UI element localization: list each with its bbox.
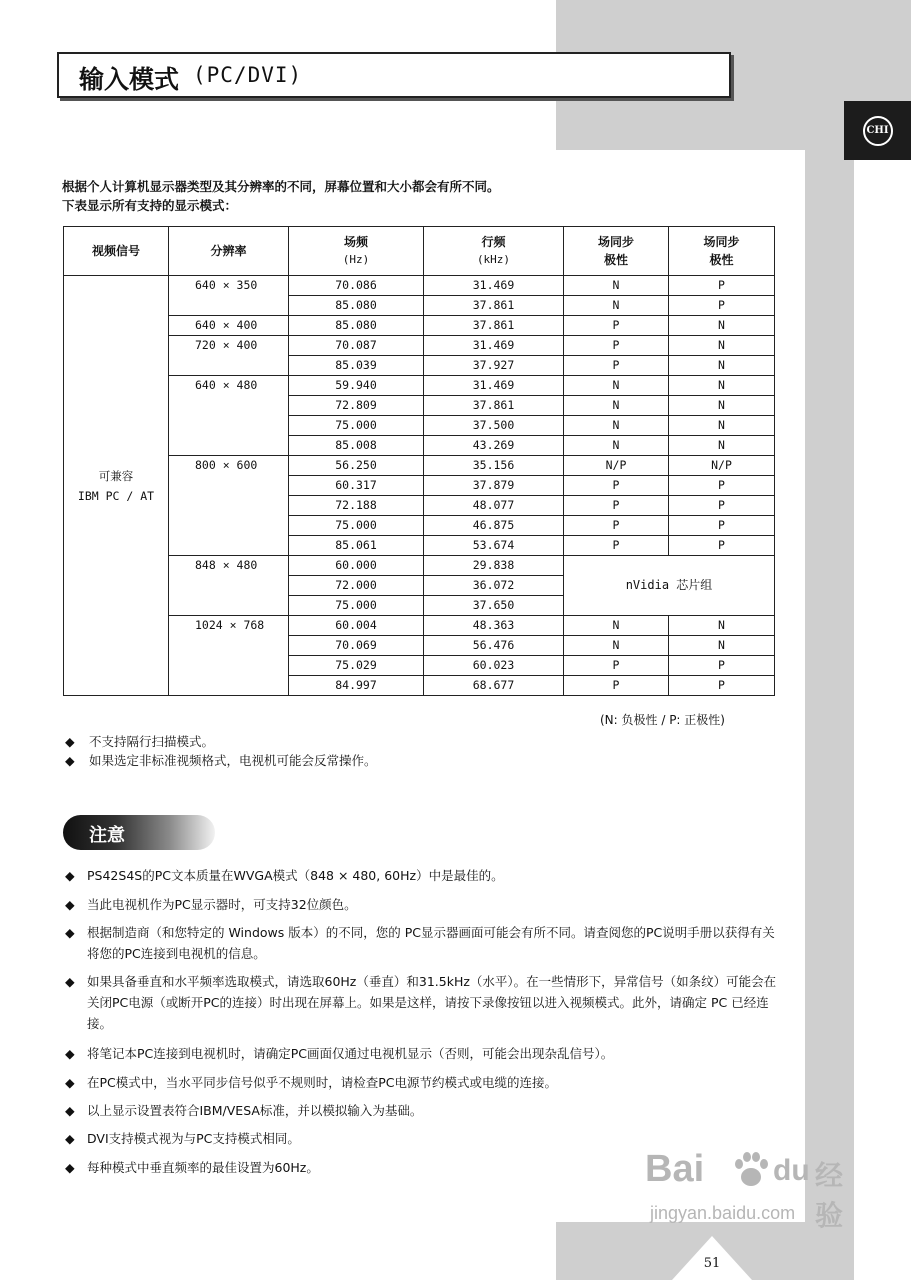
vsync-polarity-cell: N xyxy=(564,396,669,416)
vfreq-cell: 60.004 xyxy=(289,616,424,636)
vfreq-cell: 72.809 xyxy=(289,396,424,416)
header-vfreq xyxy=(289,227,424,276)
vfreq-cell: 72.000 xyxy=(289,576,424,596)
hsync-polarity-cell: P xyxy=(669,516,775,536)
page-number: 51 xyxy=(703,1256,721,1271)
diamond-bullet-icon: ◆ xyxy=(65,1131,75,1146)
header-hsync-label: 场同步 xyxy=(703,235,740,249)
vfreq-cell: 70.087 xyxy=(289,336,424,356)
vsync-polarity-cell: P xyxy=(564,316,669,336)
page-title-box xyxy=(57,52,731,98)
note-text: 当此电视机作为PC显示器时，可支持32位颜色。 xyxy=(87,897,357,912)
hsync-polarity-cell: N xyxy=(669,316,775,336)
table-header-row xyxy=(64,227,775,276)
vfreq-cell: 59.940 xyxy=(289,376,424,396)
diamond-bullet-icon: ◆ xyxy=(65,897,75,912)
paw-icon xyxy=(729,1148,773,1201)
note-heading xyxy=(63,815,215,850)
resolution-cell: 640 × 350 xyxy=(169,276,289,316)
diamond-bullet-icon: ◆ xyxy=(65,753,75,768)
vsync-polarity-cell: P xyxy=(564,336,669,356)
vfreq-cell: 75.000 xyxy=(289,596,424,616)
intro-line: 根据个人计算机显示器类型及其分辨率的不同，屏幕位置和大小都会有所不同。 xyxy=(62,179,500,194)
display-modes-table xyxy=(63,226,775,696)
note-text: 在PC模式中，当水平同步信号似乎不规则时，请检查PC电源节约模式或电缆的连接。 xyxy=(87,1075,558,1090)
resolution-cell: 640 × 400 xyxy=(169,316,289,336)
gray-decor-right xyxy=(805,150,854,1280)
header-vfreq-unit: (Hz) xyxy=(342,253,370,266)
vfreq-cell: 85.080 xyxy=(289,316,424,336)
vsync-polarity-cell: P xyxy=(564,356,669,376)
hfreq-cell: 48.363 xyxy=(424,616,564,636)
hsync-polarity-cell: P xyxy=(669,536,775,556)
vfreq-cell: 70.086 xyxy=(289,276,424,296)
watermark-logo-text: Bai xyxy=(645,1148,705,1190)
header-signal: 视频信号 xyxy=(64,227,169,276)
hsync-polarity-cell: N xyxy=(669,436,775,456)
diamond-bullet-icon: ◆ xyxy=(65,1103,75,1118)
vfreq-cell: 85.039 xyxy=(289,356,424,376)
vsync-polarity-cell: P xyxy=(564,536,669,556)
note-item xyxy=(65,1072,785,1093)
header-vsync-label2: 极性 xyxy=(603,253,628,267)
hsync-polarity-cell: N xyxy=(669,616,775,636)
vfreq-cell: 85.061 xyxy=(289,536,424,556)
hfreq-cell: 37.927 xyxy=(424,356,564,376)
vsync-polarity-cell: P xyxy=(564,656,669,676)
watermark-url: jingyan.baidu.com xyxy=(650,1203,796,1223)
note-text: 每种模式中垂直频率的最佳设置为60Hz。 xyxy=(87,1160,319,1175)
table-row xyxy=(64,336,775,356)
header-hsync-label2: 极性 xyxy=(709,253,734,267)
header-hfreq xyxy=(424,227,564,276)
resolution-cell: 640 × 480 xyxy=(169,376,289,456)
note-item xyxy=(65,1128,785,1149)
chipset-cell: nVidia 芯片组 xyxy=(564,556,775,616)
vsync-polarity-cell: N xyxy=(564,616,669,636)
intro-line: 下表显示所有支持的显示模式： xyxy=(62,198,238,213)
hsync-polarity-cell: N/P xyxy=(669,456,775,476)
watermark-logo xyxy=(645,1148,704,1191)
hfreq-cell: 37.861 xyxy=(424,396,564,416)
hsync-polarity-cell: P xyxy=(669,476,775,496)
note-item xyxy=(65,894,785,915)
hsync-polarity-cell: N xyxy=(669,336,775,356)
note-text: 将笔记本PC连接到电视机时，请确定PC画面仅通过电视机显示（否则，可能会出现杂乱信号）。 xyxy=(87,1046,614,1061)
paw-icon-svg xyxy=(729,1148,773,1192)
note-item xyxy=(65,971,785,1034)
note-text: DVI支持模式视为与PC支持模式相同。 xyxy=(87,1131,300,1146)
header-resolution: 分辨率 xyxy=(169,227,289,276)
hsync-polarity-cell: N xyxy=(669,636,775,656)
list-item xyxy=(65,750,377,771)
vsync-polarity-cell: P xyxy=(564,496,669,516)
hsync-polarity-cell: N xyxy=(669,396,775,416)
header-vsync-label: 场同步 xyxy=(597,235,634,249)
table-row xyxy=(64,556,775,576)
hfreq-cell: 48.077 xyxy=(424,496,564,516)
hfreq-cell: 31.469 xyxy=(424,336,564,356)
hfreq-cell: 37.861 xyxy=(424,316,564,336)
watermark-logo-du: du xyxy=(773,1154,810,1187)
resolution-cell: 848 × 480 xyxy=(169,556,289,616)
language-tab xyxy=(844,101,911,160)
vfreq-cell: 85.080 xyxy=(289,296,424,316)
table-row xyxy=(64,616,775,636)
hfreq-cell: 56.476 xyxy=(424,636,564,656)
vsync-polarity-cell: N xyxy=(564,636,669,656)
resolution-cell: 720 × 400 xyxy=(169,336,289,376)
note-text: PS42S4S的PC文本质量在WVGA模式（848 × 480, 60Hz）中是最佳的。 xyxy=(87,868,504,883)
list-item xyxy=(65,731,214,752)
vfreq-cell: 70.069 xyxy=(289,636,424,656)
header-vfreq-label: 场频 xyxy=(343,235,368,249)
bullet-text: 如果选定非标准视频格式，电视机可能会反常操作。 xyxy=(89,753,377,768)
hfreq-cell: 37.861 xyxy=(424,296,564,316)
polarity-legend: (N: 负极性 / P: 正极性) xyxy=(600,713,725,727)
vfreq-cell: 75.000 xyxy=(289,416,424,436)
vsync-polarity-cell: P xyxy=(564,476,669,496)
diamond-bullet-icon: ◆ xyxy=(65,1075,75,1090)
diamond-bullet-icon: ◆ xyxy=(65,1046,75,1061)
note-item xyxy=(65,1100,785,1121)
hsync-polarity-cell: P xyxy=(669,496,775,516)
vsync-polarity-cell: N xyxy=(564,376,669,396)
vfreq-cell: 60.000 xyxy=(289,556,424,576)
table-row xyxy=(64,316,775,336)
signal-line: IBM PC / AT xyxy=(77,488,155,503)
hsync-polarity-cell: P xyxy=(669,656,775,676)
header-hfreq-label: 行频 xyxy=(481,235,506,249)
hsync-polarity-cell: P xyxy=(669,296,775,316)
vsync-polarity-cell: P xyxy=(564,676,669,696)
hsync-polarity-cell: P xyxy=(669,676,775,696)
hfreq-cell: 53.674 xyxy=(424,536,564,556)
vfreq-cell: 56.250 xyxy=(289,456,424,476)
note-title: 注意 xyxy=(89,825,125,846)
resolution-cell: 800 × 600 xyxy=(169,456,289,556)
hsync-polarity-cell: P xyxy=(669,276,775,296)
vfreq-cell: 75.000 xyxy=(289,516,424,536)
diamond-bullet-icon: ◆ xyxy=(65,1160,75,1175)
hfreq-cell: 36.072 xyxy=(424,576,564,596)
resolution-cell: 1024 × 768 xyxy=(169,616,289,696)
hsync-polarity-cell: N xyxy=(669,356,775,376)
table-row xyxy=(64,456,775,476)
hfreq-cell: 31.469 xyxy=(424,376,564,396)
vsync-polarity-cell: N xyxy=(564,276,669,296)
bullet-text: 不支持隔行扫描模式。 xyxy=(89,734,215,749)
diamond-bullet-icon: ◆ xyxy=(65,734,75,749)
hfreq-cell: 37.879 xyxy=(424,476,564,496)
watermark-cn: 经验 xyxy=(815,1159,844,1232)
signal-line: 可兼容 xyxy=(98,468,134,483)
vsync-polarity-cell: N xyxy=(564,436,669,456)
vsync-polarity-cell: N xyxy=(564,416,669,436)
table-row xyxy=(64,376,775,396)
vfreq-cell: 75.029 xyxy=(289,656,424,676)
hfreq-cell: 35.156 xyxy=(424,456,564,476)
hfreq-cell: 46.875 xyxy=(424,516,564,536)
table-row xyxy=(64,276,775,296)
diamond-bullet-icon: ◆ xyxy=(65,868,75,883)
header-hsync xyxy=(669,227,775,276)
hfreq-cell: 37.650 xyxy=(424,596,564,616)
language-badge: CHI xyxy=(863,116,893,146)
note-text: 根据制造商（和您特定的 Windows 版本）的不同，您的 PC显示器画面可能会有所不同。请查阅您的PC说明手册以获得有关将您的PC连接到电视机的信息。 xyxy=(87,925,775,961)
intro-text xyxy=(62,177,500,215)
signal-cell xyxy=(64,276,169,696)
hfreq-cell: 31.469 xyxy=(424,276,564,296)
vfreq-cell: 60.317 xyxy=(289,476,424,496)
hfreq-cell: 60.023 xyxy=(424,656,564,676)
vsync-polarity-cell: N xyxy=(564,296,669,316)
page-title: 输入模式 xyxy=(79,65,180,94)
note-item xyxy=(65,922,785,964)
note-text: 如果具备垂直和水平频率选取模式，请选取60Hz（垂直）和31.5kHz（水平）。在一些情形下，异常信号（如条纹）可能会在关闭PC电源（或断开PC的连接）时出现在屏幕上。如果是这样，请按下录像按钮以进入视频模式。此外，请确定 PC 已经连接。 xyxy=(87,974,777,1031)
header-hfreq-unit: (kHz) xyxy=(476,253,511,266)
diamond-bullet-icon: ◆ xyxy=(65,974,75,989)
note-text: 以上显示设置表符合IBM/VESA标准，并以模拟输入为基础。 xyxy=(87,1103,423,1118)
page-title-sub: (PC/DVI) xyxy=(193,63,303,87)
hfreq-cell: 29.838 xyxy=(424,556,564,576)
vsync-polarity-cell: N/P xyxy=(564,456,669,476)
note-item xyxy=(65,865,785,886)
vfreq-cell: 85.008 xyxy=(289,436,424,456)
header-vsync xyxy=(564,227,669,276)
vfreq-cell: 84.997 xyxy=(289,676,424,696)
vfreq-cell: 72.188 xyxy=(289,496,424,516)
vsync-polarity-cell: P xyxy=(564,516,669,536)
hsync-polarity-cell: N xyxy=(669,376,775,396)
diamond-bullet-icon: ◆ xyxy=(65,925,75,940)
hfreq-cell: 37.500 xyxy=(424,416,564,436)
hfreq-cell: 68.677 xyxy=(424,676,564,696)
hsync-polarity-cell: N xyxy=(669,416,775,436)
baidu-watermark xyxy=(645,1148,860,1238)
note-item xyxy=(65,1043,785,1064)
hfreq-cell: 43.269 xyxy=(424,436,564,456)
